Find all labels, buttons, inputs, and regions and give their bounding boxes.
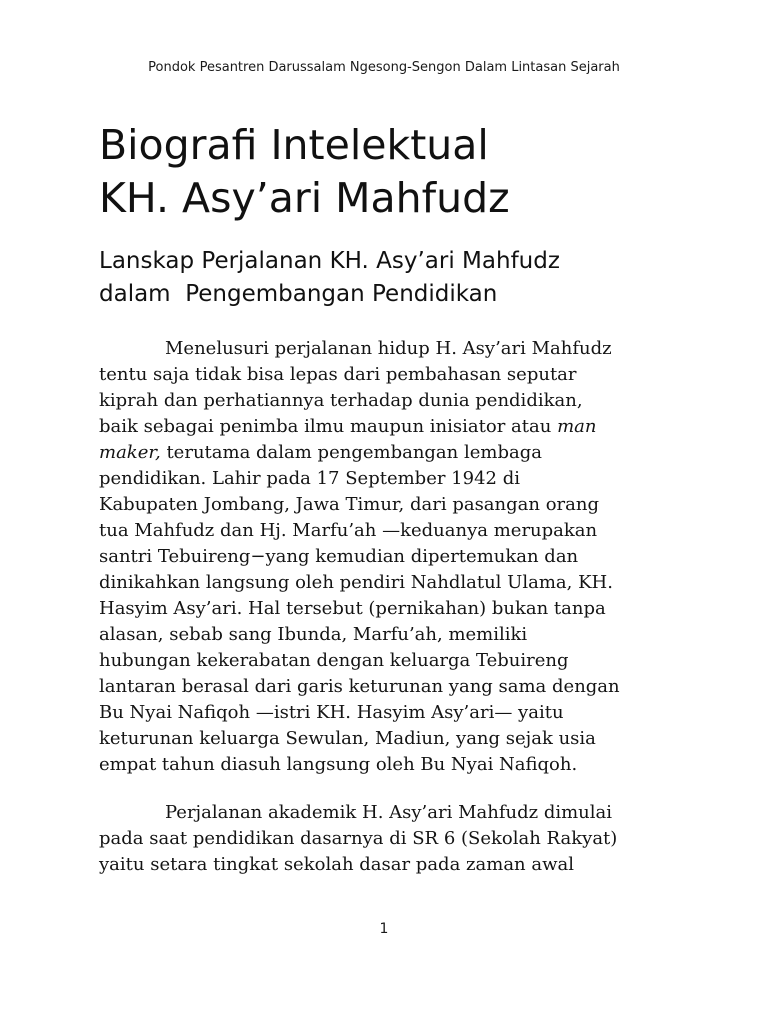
text-line xyxy=(99,414,699,440)
chapter-title-line-1: Biografi Intelektual xyxy=(99,121,489,169)
text-line: pendidikan. Lahir pada 17 September 1942 di xyxy=(99,468,520,489)
text-line: pada saat pendidikan dasarnya di SR 6 (Sekolah Rakyat) xyxy=(99,828,618,849)
text-line: Perjalanan akademik H. Asy’ari Mahfudz dimulai xyxy=(165,802,613,823)
text-line xyxy=(99,440,699,466)
text-line: tentu saja tidak bisa lepas dari pembahasan seputar xyxy=(99,364,577,385)
text-segment: terutama dalam pengembangan lembaga xyxy=(166,442,542,463)
text-line: keturunan keluarga Sewulan, Madiun, yang sejak usia xyxy=(99,728,596,749)
text-line: hubungan kekerabatan dengan keluarga Tebuireng xyxy=(99,650,569,671)
text-line: Kabupaten Jombang, Jawa Timur, dari pasangan orang xyxy=(99,494,599,515)
text-line: Bu Nyai Nafiqoh —istri KH. Hasyim Asy’ari— yaitu xyxy=(99,702,564,723)
body-paragraph-1 xyxy=(99,336,699,778)
section-subtitle-line-2: dalam Pengembangan Pendidikan xyxy=(99,281,498,307)
italic-term: man xyxy=(557,416,597,437)
text-line: lantaran berasal dari garis keturunan yang sama dengan xyxy=(99,676,620,697)
text-line: alasan, sebab sang Ibunda, Marfu’ah, memiliki xyxy=(99,624,528,645)
text-line: Hasyim Asy’ari. Hal tersebut (pernikahan) bukan tanpa xyxy=(99,598,606,619)
page-number: 1 xyxy=(379,921,389,937)
text-line: kiprah dan perhatiannya terhadap dunia pendidikan, xyxy=(99,390,583,411)
text-line: yaitu setara tingkat sekolah dasar pada zaman awal xyxy=(99,854,574,875)
section-subtitle-line-1: Lanskap Perjalanan KH. Asy’ari Mahfudz xyxy=(99,248,560,274)
text-segment: baik sebagai penimba ilmu maupun inisiator atau xyxy=(99,416,552,437)
text-line: tua Mahfudz dan Hj. Marfu’ah —keduanya merupakan xyxy=(99,520,598,541)
section-subtitle xyxy=(99,245,699,311)
text-line: Menelusuri perjalanan hidup H. Asy’ari Mahfudz xyxy=(165,338,612,359)
chapter-title-line-2: KH. Asy’ari Mahfudz xyxy=(99,174,510,222)
text-line: dinikahkan langsung oleh pendiri Nahdlatul Ulama, KH. xyxy=(99,572,613,593)
text-line: santri Tebuireng−yang kemudian dipertemukan dan xyxy=(99,546,579,567)
chapter-title xyxy=(99,119,699,225)
body-paragraph-2 xyxy=(99,800,699,878)
text-line: empat tahun diasuh langsung oleh Bu Nyai Nafiqoh. xyxy=(99,754,578,775)
running-header: Pondok Pesantren Darussalam Ngesong-Sengon Dalam Lintasan Sejarah xyxy=(148,60,620,75)
italic-term: maker, xyxy=(99,442,161,463)
